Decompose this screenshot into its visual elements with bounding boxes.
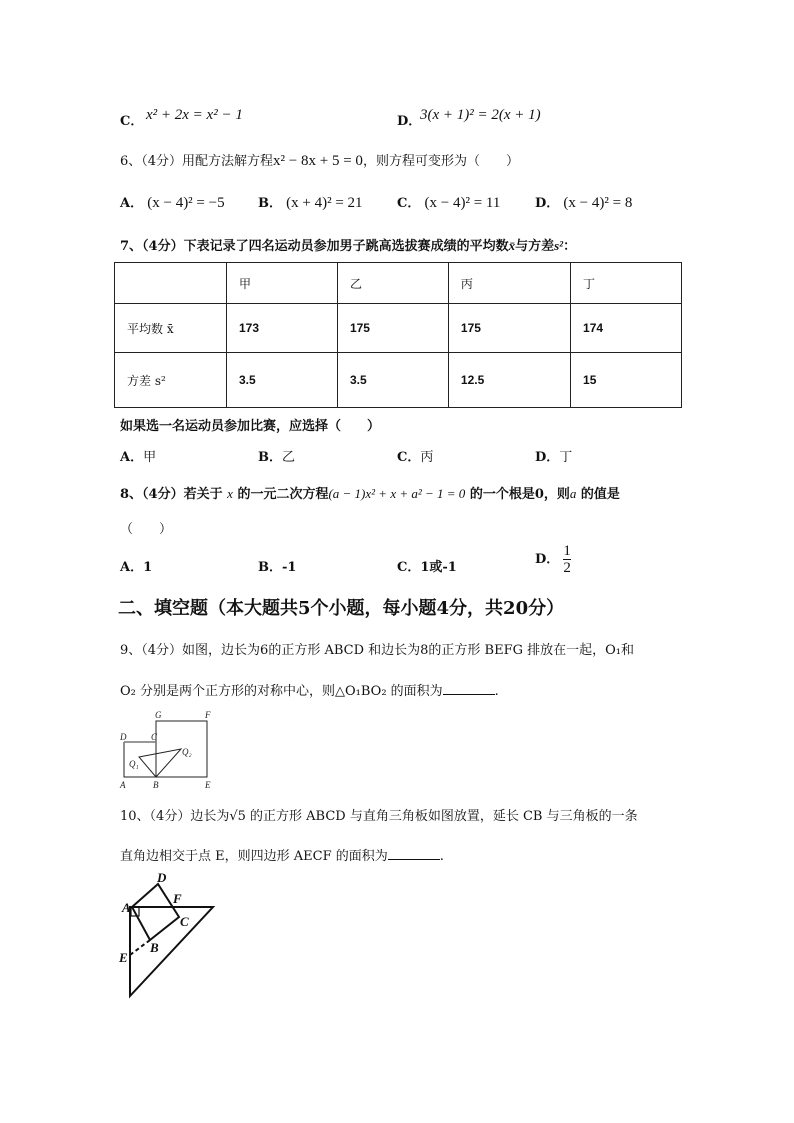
table-cell: 3.5 [227,353,338,408]
q8-option-a[interactable] [120,556,152,575]
option-label: D． [535,196,560,211]
option-label: B． [258,196,282,211]
label-b: B [153,780,159,790]
triangle-o1-b-o2 [139,749,181,777]
q9-figure [124,721,207,777]
q5-option-c-label: C． [120,114,144,129]
q8-stem-text: 的值是 [580,487,620,502]
label-e: E [205,780,211,790]
q8-answer-paren: （ ） [120,522,173,537]
option-text: 甲 [143,450,157,465]
option-label: D． [535,450,560,465]
label-f: F [205,710,211,720]
q5-option-d-label: D． [397,114,422,129]
right-angle-mark [131,907,139,916]
table-cell: 3.5 [337,353,448,408]
option-text: 1或-1 [420,560,457,575]
label-g: G [155,710,162,720]
table-row [115,353,682,408]
q9-line1: 9、（4分）如图，边长为6的正方形 ABCD 和边长为8的正方形 BEFG 排放在一起，O₁和 [120,643,634,658]
q6-stem-text: 6、（4分）用配方法解方程 [120,154,274,169]
table-header-row [115,263,682,304]
q10-line2-text: 直角边相交于点 E，则四边形 AECF 的面积为 [120,849,388,864]
label-o2: Q₂ [182,747,192,757]
q6-option-d[interactable] [535,192,632,212]
option-label: A． [120,560,144,575]
option-label: D． [535,552,560,567]
option-text: 1 [143,560,153,575]
q6-stem [120,150,519,170]
q10-figure [130,884,213,996]
q8-option-b[interactable] [258,556,296,575]
right-triangle-board [130,907,213,996]
q8-equation: (a − 1)x² + x + a² − 1 = 0 [328,486,466,501]
label-c: C [180,914,189,929]
table-header: 丙 [448,263,570,304]
option-label: A． [120,450,144,465]
q7-mean-symbol: x̄ [508,238,516,253]
square-outline [124,721,207,777]
option-expr: (x + 4)² = 21 [286,195,363,211]
q8-variable-a: a [569,486,577,501]
q6-option-a[interactable] [120,192,225,212]
q8-stem-text: 的一元二次方程 [237,487,329,502]
numerator: 1 [563,543,571,559]
q7-score-table [114,262,682,408]
label-a: A [120,780,126,790]
q8-stem [120,483,620,502]
q6-option-c[interactable] [397,192,500,212]
q5-option-c-expr: x² + 2x = x² − 1 [146,107,243,123]
q7-stem-mid: 与方差 [515,239,555,254]
q10-end: . [439,849,444,864]
q9-answer-blank[interactable] [443,682,495,695]
option-text: 丁 [559,450,573,465]
option-label: A． [120,196,144,211]
table-header [115,263,227,304]
q8-stem-text: 8、（4分）若关于 [120,487,223,502]
option-label: C． [397,560,421,575]
table-cell: 175 [337,304,448,353]
fraction-one-half [563,543,571,576]
table-header: 甲 [227,263,338,304]
option-label: B． [258,450,282,465]
q7-option-a[interactable] [120,446,156,465]
q9-line2-text: O₂ 分别是两个正方形的对称中心，则△O₁BO₂ 的面积为 [120,684,443,699]
table-row [115,304,682,353]
option-label: C． [397,196,421,211]
section-heading: 二、填空题（本大题共5个小题，每小题4分，共20分） [118,598,565,619]
table-cell: 方差 s² [115,353,227,408]
q7-option-b[interactable] [258,446,295,465]
q7-stem-end: ： [563,239,577,254]
q9-line2 [120,680,499,699]
q7-stem [120,235,576,254]
q9-end: . [494,684,499,699]
label-f: F [173,891,182,906]
table-header: 丁 [571,263,682,304]
option-expr: (x − 4)² = 8 [563,195,633,211]
q8-stem-text: 的一个根是0，则 [469,487,570,502]
q7-question: 如果选一名运动员参加比赛，应选择（ ） [120,419,381,434]
q7-stem-text: 7、（4分）下表记录了四名运动员参加男子跳高选拔赛成绩的平均数 [120,239,509,254]
square-abcd [132,884,179,940]
q10-answer-blank[interactable] [388,847,440,860]
q6-stem-end: ，则方程可变形为（ ） [362,154,519,169]
q6-equation: x² − 8x + 5 = 0 [273,153,363,169]
table-cell: 174 [571,304,682,353]
q10-line1: 10、（4分）边长为√5 的正方形 ABCD 与直角三角板如图放置，延长 CB 与三角板的一条 [120,809,638,824]
label-d: D [120,732,127,742]
option-expr: (x − 4)² = 11 [424,195,501,211]
table-cell: 平均数 x̄ [115,304,227,353]
label-c: C [151,732,158,742]
q8-option-d[interactable] [535,543,571,576]
option-expr: (x − 4)² = −5 [147,195,225,211]
q6-option-b[interactable] [258,192,363,212]
label-a: A [122,900,131,915]
label-d: D [157,870,167,885]
denominator: 2 [563,560,571,576]
q10-line2 [120,845,444,864]
q7-option-d[interactable] [535,446,572,465]
option-label: C． [397,450,421,465]
table-cell: 173 [227,304,338,353]
option-label: B． [258,560,282,575]
q5-option-d-expr: 3(x + 1)² = 2(x + 1) [420,107,541,123]
label-o1: Q₁ [129,759,139,769]
table-cell: 12.5 [448,353,570,408]
option-text: 丙 [420,450,434,465]
q7-variance-symbol: s² [554,238,564,253]
q8-variable-x: x [227,486,233,501]
q8-option-c[interactable] [397,556,457,575]
table-header: 乙 [337,263,448,304]
label-e: E [119,950,128,965]
table-cell: 15 [571,353,682,408]
option-text: -1 [282,560,297,575]
dashed-extension-cb [130,940,150,955]
q7-option-c[interactable] [397,446,433,465]
label-b: B [150,940,159,955]
option-text: 乙 [282,450,296,465]
table-cell: 175 [448,304,570,353]
